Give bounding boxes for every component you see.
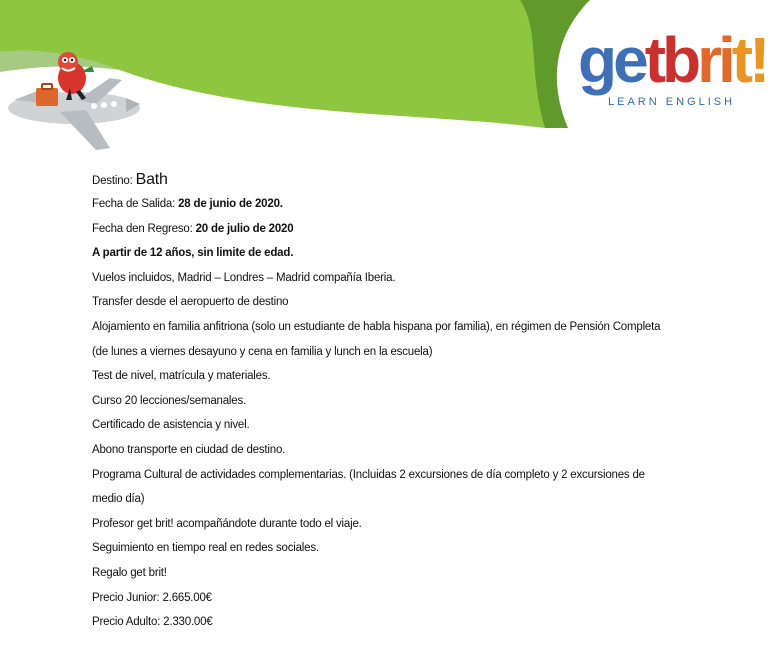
departure-value: 28 de junio de 2020. bbox=[178, 198, 283, 210]
price-junior: Precio Junior: 2.665.00€ bbox=[92, 591, 212, 604]
logo-letter: t bbox=[731, 24, 750, 96]
logo-letter: g bbox=[578, 24, 614, 96]
list-item: Programa Cultural de actividades complementarias. (Incluidas 2 excursiones de día completo y 2 excursiones de bbox=[92, 468, 645, 481]
airplane-with-mascot-icon bbox=[0, 0, 160, 160]
logo-letter: r bbox=[697, 24, 718, 96]
logo-letter: i bbox=[718, 24, 732, 96]
list-item: medio día) bbox=[92, 493, 145, 506]
return-line bbox=[92, 217, 712, 242]
age-line bbox=[92, 241, 712, 266]
list-item: Alojamiento en familia anfitriona (solo un estudiante de habla hispana por familia), en régimen de Pensión Completa bbox=[92, 320, 661, 333]
logo-tagline: LEARN ENGLISH bbox=[608, 96, 736, 108]
list-item: (de lunes a viernes desayuno y cena en familia y lunch en la escuela) bbox=[92, 345, 433, 358]
logo-wordmark bbox=[578, 24, 766, 96]
list-item: Vuelos incluidos, Madrid – Londres – Madrid compañía Iberia. bbox=[92, 271, 396, 284]
get-brit-logo bbox=[578, 24, 767, 114]
age-requirement: A partir de 12 años, sin limite de edad. bbox=[92, 247, 294, 260]
list-item: Profesor get brit! acompañándote durante todo el viaje. bbox=[92, 517, 362, 530]
logo-letter: ! bbox=[749, 24, 767, 96]
list-item: Seguimiento en tiempo real en redes sociales. bbox=[92, 542, 319, 555]
list-item: Curso 20 lecciones/semanales. bbox=[92, 394, 247, 407]
trip-details bbox=[92, 168, 712, 635]
header-banner bbox=[0, 0, 768, 160]
list-item: Certificado de asistencia y nivel. bbox=[92, 419, 250, 432]
destination-label: Destino: bbox=[92, 175, 133, 187]
departure-label: Fecha de Salida: bbox=[92, 198, 176, 210]
list-item: Regalo get brit! bbox=[92, 566, 167, 579]
logo-letter: t bbox=[644, 24, 662, 96]
return-label: Fecha den Regreso: bbox=[92, 222, 193, 235]
departure-line bbox=[92, 192, 712, 217]
destination-line bbox=[92, 168, 712, 192]
return-value: 20 de julio de 2020 bbox=[195, 222, 294, 235]
logo-letter: b bbox=[662, 24, 698, 96]
price-adult: Precio Adulto: 2.330.00€ bbox=[92, 616, 213, 629]
list-item: Abono transporte en ciudad de destino. bbox=[92, 443, 286, 456]
list-item: Test de nivel, matrícula y materiales. bbox=[92, 370, 271, 383]
list-item: Transfer desde el aeropuerto de destino bbox=[92, 296, 289, 309]
destination-value: Bath bbox=[135, 171, 168, 188]
logo-letter: e bbox=[613, 24, 645, 96]
